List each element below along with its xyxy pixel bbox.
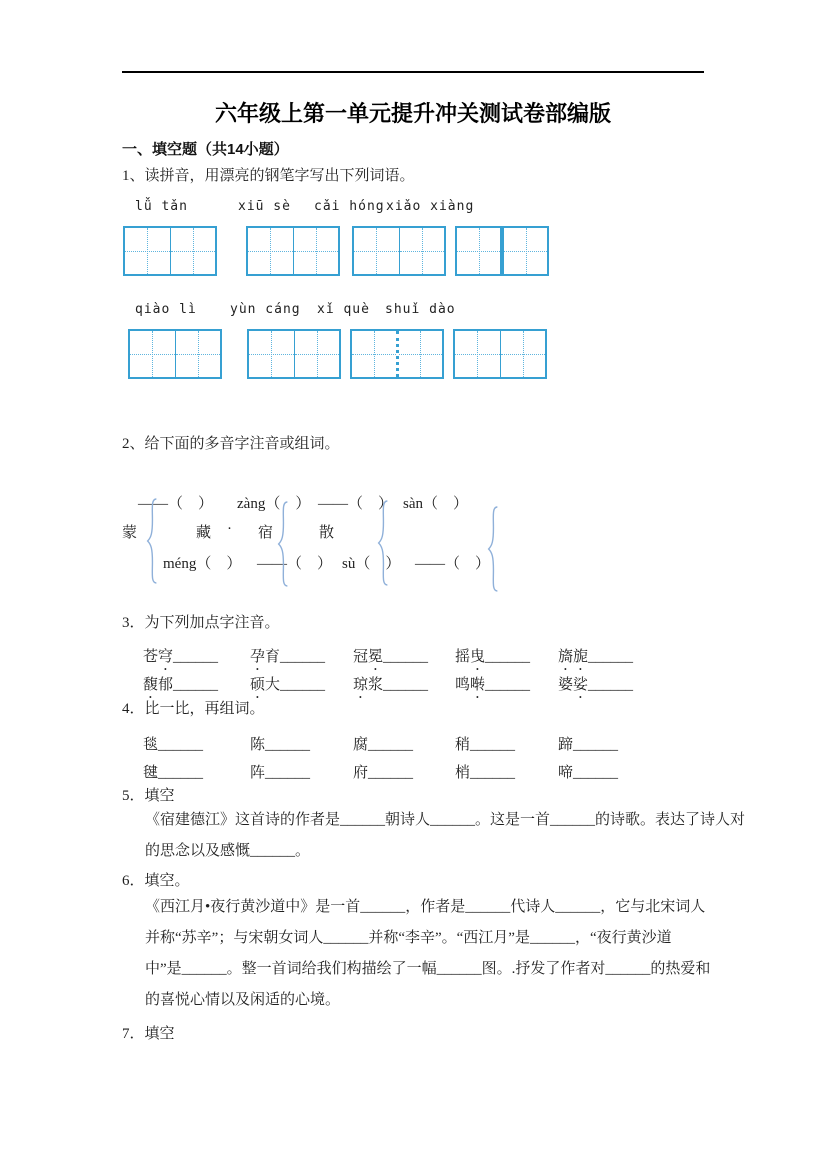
compare-word: 稍______ bbox=[455, 737, 516, 753]
compare-word: 毽______ bbox=[143, 765, 204, 781]
question-5-label: 5．填空 bbox=[122, 788, 175, 804]
compare-word: 蹄______ bbox=[558, 737, 619, 753]
header-rule bbox=[122, 71, 704, 73]
answer-blank: ______ bbox=[485, 649, 531, 665]
question-3-label: 3．为下列加点字注音。 bbox=[122, 615, 280, 631]
grid-cell bbox=[500, 331, 546, 377]
grid-cell bbox=[455, 331, 500, 377]
annotated-word bbox=[558, 645, 633, 674]
answer-blank: ______ bbox=[588, 649, 634, 665]
annotated-word: 鸣啭______ bbox=[455, 677, 531, 693]
pinyin-label: xiū sè bbox=[238, 199, 291, 214]
annotated-word bbox=[353, 673, 428, 702]
pinyin-label: yùn cáng bbox=[230, 302, 301, 317]
answer-blank: ______ bbox=[588, 677, 634, 693]
section-heading: 一、填空题（共14小题） bbox=[122, 141, 289, 158]
answer-blank: ______ bbox=[383, 649, 429, 665]
grid-cell bbox=[175, 331, 221, 377]
answer-blank: 大______ bbox=[265, 677, 326, 693]
pinyin-label: lǚ tǎn bbox=[135, 199, 188, 214]
question-7-label: 7．填空 bbox=[122, 1026, 175, 1042]
polyphone-pinyin: sù（ ） bbox=[342, 556, 401, 572]
question-1-label: 1、读拼音，用漂亮的钢笔字写出下列词语。 bbox=[122, 168, 415, 184]
dotted-char: 琼 bbox=[353, 677, 369, 693]
answer-blank: 郁______ bbox=[158, 677, 219, 693]
writing-grid bbox=[352, 226, 446, 276]
grid-cell bbox=[249, 331, 294, 377]
dotted-char: 曳 bbox=[470, 649, 486, 665]
compare-word: 陈______ bbox=[250, 737, 311, 753]
question-6-text-line: 的喜悦心情以及闲适的心境。 bbox=[145, 992, 341, 1008]
answer-blank: 浆______ bbox=[368, 677, 429, 693]
question-5-text-line: 的思念以及感慨______。 bbox=[145, 843, 311, 859]
polyphone-blank: ——（ ） bbox=[318, 496, 394, 512]
grid-cell bbox=[399, 228, 445, 274]
polyphone-pinyin: sàn（ ） bbox=[403, 496, 468, 512]
polyphone-char: 藏 bbox=[196, 525, 212, 541]
pinyin-label: shuǐ dào bbox=[385, 302, 456, 317]
middle-dot: · bbox=[227, 521, 232, 537]
polyphone-pinyin: zàng（ ） bbox=[237, 496, 311, 512]
pinyin-label: cǎi hóng bbox=[314, 199, 385, 214]
compare-word: 腐______ bbox=[353, 737, 414, 753]
pinyin-label: qiào lì bbox=[135, 302, 197, 317]
writing-grid bbox=[123, 226, 217, 276]
grid-cell bbox=[125, 228, 170, 274]
dotted-char: 旖旎 bbox=[558, 649, 589, 665]
grid-cell bbox=[396, 331, 443, 377]
grid-cell bbox=[457, 228, 500, 274]
dotted-char: 冕 bbox=[368, 649, 384, 665]
brace-icon bbox=[145, 492, 159, 590]
polyphone-pinyin: méng（ ） bbox=[163, 556, 242, 572]
dotted-char: 娑 bbox=[573, 677, 589, 693]
grid-cell bbox=[354, 228, 399, 274]
polyphone-blank: ——（ ） bbox=[415, 556, 491, 572]
pinyin-label: xǐ què bbox=[317, 302, 370, 317]
answer-blank: 育______ bbox=[265, 649, 326, 665]
grid-cell bbox=[352, 331, 396, 377]
annotated-word bbox=[143, 673, 218, 702]
question-6-text-line: 中”是______。整一首词给我们构描绘了一幅______图。.抒发了作者对______的热爱和 bbox=[145, 961, 711, 977]
polyphone-char: 宿 bbox=[258, 525, 274, 541]
dotted-char: 馥 bbox=[143, 677, 159, 693]
question-6-text-line: 《西江月•夜行黄沙道中》是一首______，作者是______代诗人______，它与北宋词人 bbox=[145, 899, 706, 915]
annotated-word bbox=[250, 673, 325, 702]
dotted-char: 孕 bbox=[250, 649, 266, 665]
grid-cell bbox=[170, 228, 216, 274]
compare-word: 毯______ bbox=[143, 737, 204, 753]
question-2-label: 2、给下面的多音字注音或组词。 bbox=[122, 436, 340, 452]
writing-grid bbox=[246, 226, 340, 276]
compare-word: 府______ bbox=[353, 765, 414, 781]
pinyin-label: xiǎo xiàng bbox=[386, 199, 475, 214]
writing-grid bbox=[455, 226, 549, 276]
grid-cell bbox=[130, 331, 175, 377]
polyphone-blank: ——（ ） bbox=[257, 556, 333, 572]
annotated-word: 苍穹______ bbox=[143, 649, 219, 665]
annotated-word: 摇曳______ bbox=[455, 649, 531, 665]
compare-word: 啼______ bbox=[558, 765, 619, 781]
annotated-word: 婆娑______ bbox=[558, 677, 634, 693]
answer-blank: ______ bbox=[485, 677, 531, 693]
annotated-word bbox=[250, 645, 325, 674]
brace-icon bbox=[276, 495, 290, 593]
annotated-word: 冠冕______ bbox=[353, 649, 429, 665]
grid-cell bbox=[293, 228, 339, 274]
grid-cell bbox=[248, 228, 293, 274]
writing-grid bbox=[247, 329, 341, 379]
dotted-char: 硕 bbox=[250, 677, 266, 693]
question-6-text-line: 并称“苏辛”；与宋朝女词人______并称“李辛”。“西江月”是______，“夜行黄沙道 bbox=[145, 930, 672, 946]
polyphone-char: 蒙 bbox=[122, 525, 138, 541]
compare-word: 阵______ bbox=[250, 765, 311, 781]
brace-icon bbox=[486, 500, 500, 598]
brace-icon bbox=[376, 494, 390, 592]
dotted-char: 穹 bbox=[158, 649, 174, 665]
writing-grid bbox=[453, 329, 547, 379]
question-6-label: 6．填空。 bbox=[122, 873, 190, 889]
compare-word: 梢______ bbox=[455, 765, 516, 781]
writing-grid bbox=[128, 329, 222, 379]
writing-grid bbox=[350, 329, 444, 379]
page-title: 六年级上第一单元提升冲关测试卷部编版 bbox=[214, 101, 611, 126]
grid-cell bbox=[500, 228, 547, 274]
answer-blank: ______ bbox=[173, 649, 219, 665]
polyphone-blank: ——（ ） bbox=[138, 496, 214, 512]
dotted-char: 啭 bbox=[470, 677, 486, 693]
grid-cell bbox=[294, 331, 340, 377]
question-5-text-line: 《宿建德江》这首诗的作者是______朝诗人______。这是一首______的诗歌。表达了诗人对 bbox=[145, 812, 746, 828]
question-4-label: 4．比一比，再组词。 bbox=[122, 701, 265, 717]
polyphone-char: 散 bbox=[319, 525, 335, 541]
